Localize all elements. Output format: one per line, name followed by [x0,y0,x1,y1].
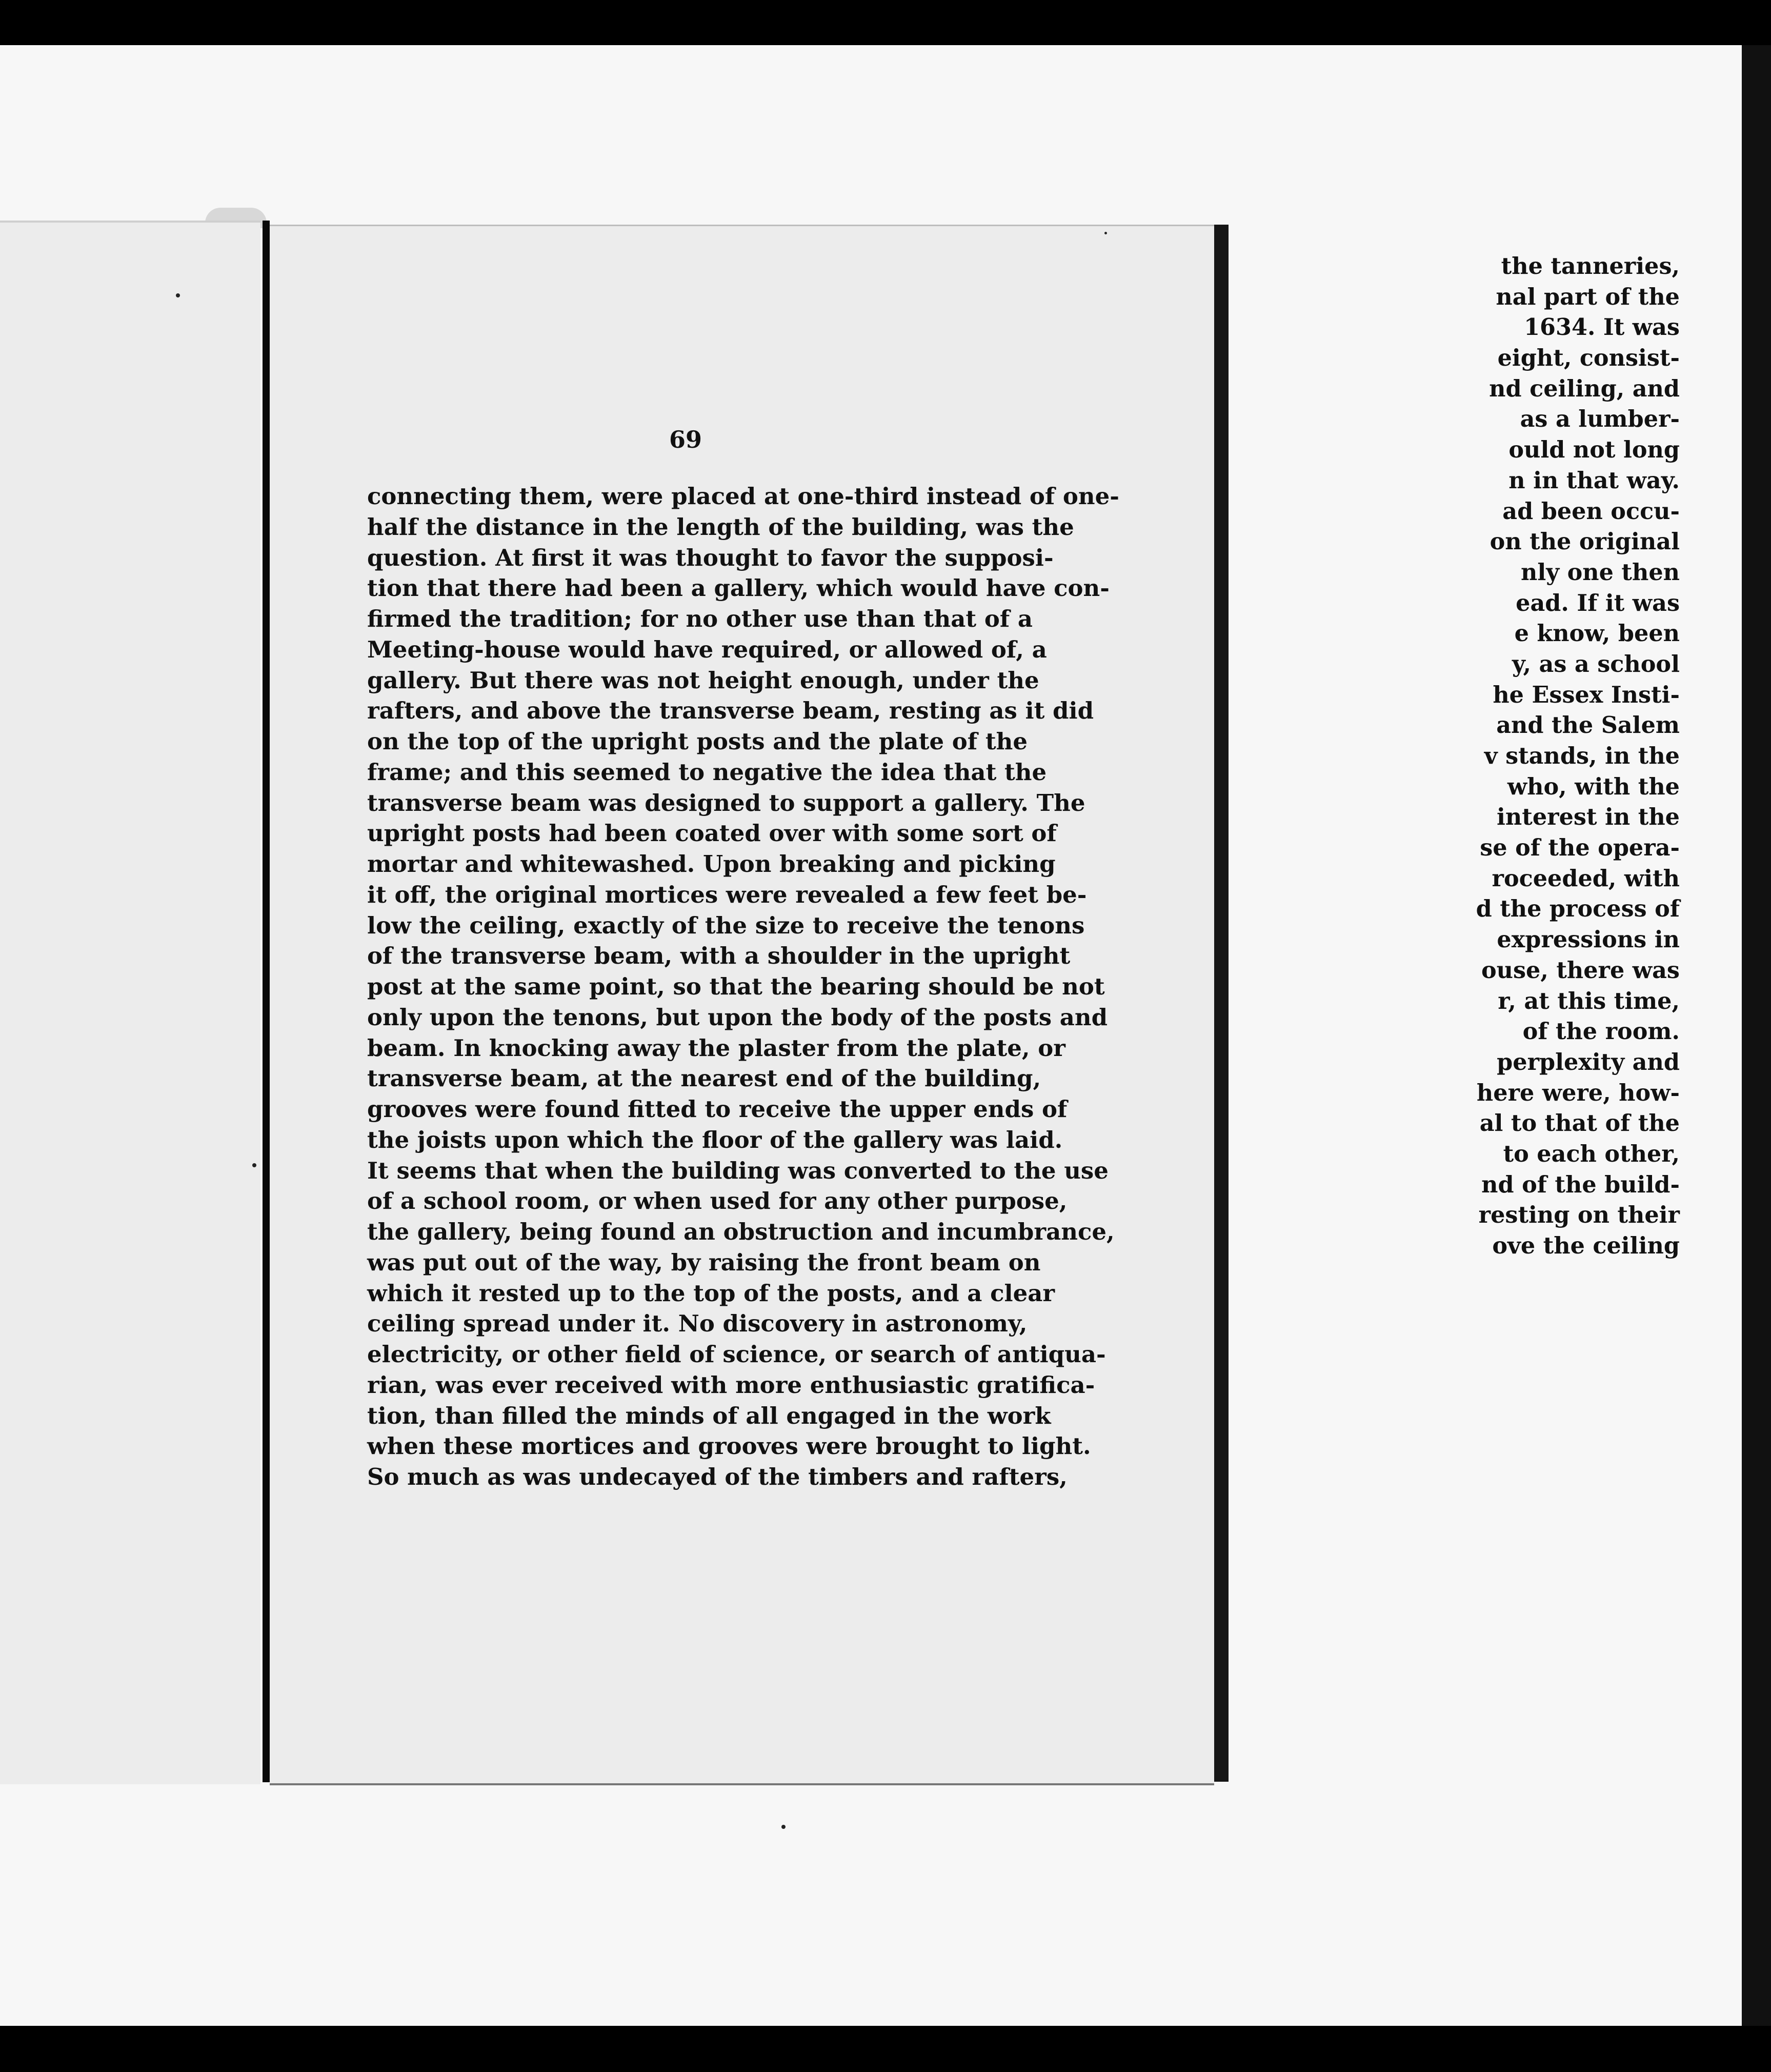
text-line: post at the same point, so that the bearing should be not [367,973,1105,1000]
text-line: as a lumber- [1520,406,1680,433]
text-line: nd of the build- [1481,1171,1680,1198]
text-line: al to that of the [1479,1110,1680,1137]
text-line: to each other, [1503,1140,1680,1167]
text-line: grooves were found fitted to receive the upper ends of [367,1095,1068,1123]
page-number: 69 [669,426,702,453]
text-line: the joists upon which the floor of the gallery was laid. [367,1126,1063,1153]
text-line: it off, the original mortices were revealed a few feet be- [367,881,1087,908]
text-line: It seems that when the building was converted to the use [367,1157,1109,1184]
right-page-edge [1214,225,1229,1782]
text-line: here were, how- [1476,1079,1680,1106]
text-line: upright posts had been coated over with some sort of [367,820,1057,847]
dust-speck [781,1825,786,1829]
left-page [0,221,260,1784]
text-line: roceeded, with [1492,865,1680,892]
book-gutter [263,221,270,1782]
text-line: firmed the tradition; for no other use than that of a [367,605,1033,632]
text-line: when these mortices and grooves were brought to light. [367,1432,1091,1460]
text-line: ad been occu- [1502,497,1680,525]
text-line: mortar and whitewashed. Upon breaking and picking [367,850,1056,878]
left-page-text [1372,251,1680,1262]
text-line: perplexity and [1497,1048,1680,1075]
text-line: was put out of the way, by raising the front beam on [367,1248,1041,1276]
text-line: ceiling spread under it. No discovery in astronomy, [367,1310,1028,1338]
text-line: the gallery, being found an obstruction and incumbrance, [367,1218,1115,1245]
text-line: ove the ceiling [1492,1232,1680,1259]
text-line: electricity, or other field of science, or search of antiqua- [367,1341,1106,1368]
dust-speck [176,293,180,297]
right-page-text [367,481,1119,1492]
text-line: ead. If it was [1516,589,1680,616]
text-line: gallery. But there was not height enough, under the [367,666,1039,694]
text-line: frame; and this seemed to negative the idea that the [367,758,1047,786]
text-line: e know, been [1514,620,1680,647]
text-line: n in that way. [1508,467,1680,494]
text-line: v stands, in the [1484,743,1680,769]
dust-speck [252,1163,256,1167]
text-line: So much as was undecayed of the timbers and rafters, [367,1463,1068,1490]
text-line: and the Salem [1496,712,1680,739]
text-line: the tanneries, [1501,253,1680,280]
text-line: nal part of the [1496,283,1680,310]
text-line: nly one then [1520,559,1680,586]
text-line: tion that there had been a gallery, which would have con- [367,574,1110,602]
text-line: expressions in [1497,926,1680,953]
text-line: on the original [1490,528,1680,555]
text-line: r, at this time, [1498,987,1680,1014]
text-line: of the room. [1522,1018,1680,1045]
text-line: of the transverse beam, with a shoulder in the upright [367,942,1071,970]
text-line: he Essex Insti- [1493,681,1680,708]
text-line: rian, was ever received with more enthusiastic gratifica- [367,1371,1095,1399]
text-line: rafters, and above the transverse beam, resting as it did [367,697,1094,725]
text-line: low the ceiling, exactly of the size to receive the tenons [367,911,1085,939]
text-line: beam. In knocking away the plaster from the plate, or [367,1034,1065,1062]
text-line: y, as a school [1512,650,1680,678]
text-line: half the distance in the length of the building, was the [367,513,1074,541]
text-line: eight, consist- [1497,345,1680,372]
text-line: interest in the [1497,804,1680,831]
text-line: only upon the tenons, but upon the body of the posts and [367,1003,1108,1031]
text-line: on the top of the upright posts and the plate of the [367,728,1028,755]
text-line: 1634. It was [1524,314,1680,341]
text-line: nd ceiling, and [1489,375,1680,402]
text-line: d the process of [1476,895,1680,923]
text-line: se of the opera- [1480,834,1680,862]
text-line: Meeting-house would have required, or allowed of, a [367,635,1047,663]
dust-speck [1104,232,1107,234]
text-line: question. At first it was thought to favor the supposi- [367,544,1054,571]
text-line: who, with the [1507,773,1680,800]
text-line: transverse beam, at the nearest end of the building, [367,1065,1041,1092]
text-line: ouse, there was [1481,957,1680,984]
film-edge [1742,45,1771,2026]
text-line: transverse beam was designed to support a gallery. The [367,789,1085,816]
text-line: which it rested up to the top of the posts, and a clear [367,1279,1055,1307]
text-line: of a school room, or when used for any other purpose, [367,1187,1068,1215]
text-line: connecting them, were placed at one-third instead of one- [367,483,1119,510]
text-line: resting on their [1478,1202,1680,1229]
text-line: ould not long [1508,436,1680,464]
text-line: tion, than filled the minds of all engaged in the work [367,1402,1051,1429]
